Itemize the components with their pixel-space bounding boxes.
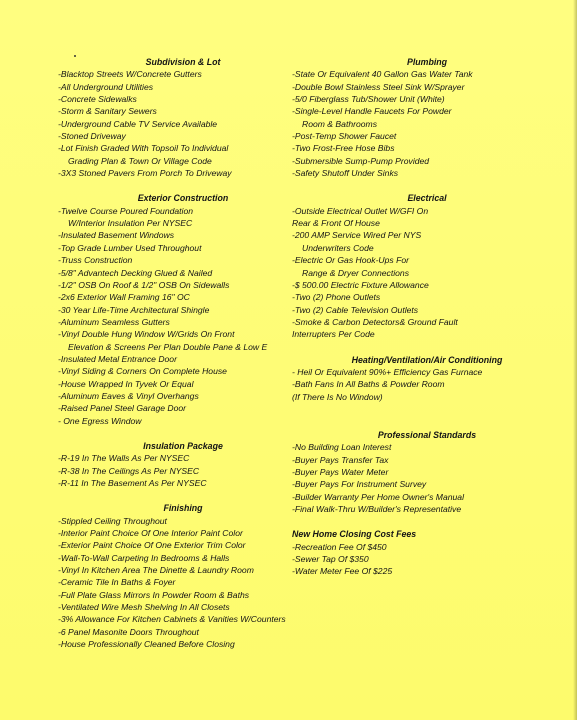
scan-edge-shadow [573,0,577,720]
list-item: -Exterior Paint Choice Of One Exterior Trim Color [58,540,246,551]
list-item: -Stoned Driveway [58,131,126,142]
list-item: -Top Grade Lumber Used Throughout [58,242,202,253]
list-item: -Truss Construction [58,255,133,266]
list-item-continuation: Range & Dryer Connections [302,267,409,278]
list-item: -3X3 Stoned Pavers From Porch To Driveway [58,168,232,179]
list-item: -Concrete Sidewalks [58,94,137,105]
list-item: -Safety Shutoff Under Sinks [292,168,399,179]
list-item: -R-19 In The Walls As Per NYSEC [58,453,190,464]
section-insulation [58,440,308,489]
list-item: -Vinyl Siding & Corners On Complete House [58,366,227,377]
list-item: -Two (2) Cable Television Outlets [292,304,419,315]
list-item: -Wall-To-Wall Carpeting In Bedrooms & Halls [58,552,230,563]
list-item: -Electric Or Gas Hook-Ups For [292,255,409,266]
list-item: -Outside Electrical Outlet W/GFI On [292,205,429,216]
list-item: -R-38 In The Ceilings As Per NYSEC [58,465,200,476]
list-item: -Buyer Pays For Instrument Survey [292,479,427,490]
list-item: -No Building Loan Interest [292,442,392,453]
right-column [292,56,562,578]
list-item: -Underground Cable TV Service Available [58,118,218,129]
list-item-continuation: (If There Is No Window) [292,391,383,402]
list-item: -Two Frost-Free Hose Bibs [292,143,395,154]
list-item: -30 Year Life-Time Architectural Shingle [58,304,210,315]
list-item-continuation: Underwriters Code [302,242,374,253]
list-item: -R-11 In The Basement As Per NYSEC [58,478,207,488]
list-item-continuation: Elevation & Screens Per Plan Double Pane & Low E [68,341,268,352]
list-item: -Submersible Sump-Pump Provided [292,155,430,166]
list-item: -Ventilated Wire Mesh Shelving In All Closets [58,602,230,613]
list-item: - One Egress Window [58,415,142,426]
list-item: -Ceramic Tile In Baths & Foyer [58,577,176,588]
list-item: -Builder Warranty Per Home Owner's Manual [292,491,464,502]
list-item: -Raised Panel Steel Garage Door [58,403,187,414]
list-item: -Full Plate Glass Mirrors In Powder Room & Baths [58,589,250,600]
list-item: -State Or Equivalent 40 Gallon Gas Water Tank [292,69,473,80]
section-title-subdivision: Subdivision & Lot [145,57,221,67]
section-hvac [292,354,562,403]
list-item: -Sewer Tap Of $350 [292,554,369,565]
list-item: -Buyer Pays Water Meter [292,466,389,477]
list-item: -House Professionally Cleaned Before Closing [58,639,235,650]
list-item: -Buyer Pays Transfer Tax [292,454,389,465]
list-item: -5/0 Fiberglass Tub/Shower Unit (White) [292,94,445,105]
list-item: -Bath Fans In All Baths & Powder Room [292,379,445,390]
list-item: -Final Walk-Thru W/Builder's Representative [292,504,462,514]
left-column [58,56,308,650]
section-plumbing [292,56,562,179]
section-electrical [292,192,562,340]
list-item: -Double Bowl Stainless Steel Sink W/Sprayer [292,81,465,92]
list-item: -Lot Finish Graded With Topsoil To Individual [58,143,229,154]
list-item: -6 Panel Masonite Doors Throughout [58,626,199,637]
list-item: -House Wrapped In Tyvek Or Equal [58,378,194,389]
list-item-continuation: Room & Bathrooms [302,118,377,129]
list-item: -Insulated Basement Windows [58,230,174,241]
list-item: -200 AMP Service Wired Per NYS [292,230,422,241]
section-professional [292,429,562,515]
list-item: -Single-Level Handle Faucets For Powder [292,106,452,117]
list-item-continuation: Interrupters Per Code [292,329,375,340]
section-title-hvac: Heating/Ventilation/Air Conditioning [351,354,503,365]
section-title-plumbing: Plumbing [406,57,448,67]
list-item: -1/2" OSB On Roof & 1/2" OSB On Sidewalls [58,279,230,290]
list-item: -Aluminum Seamless Gutters [58,316,170,327]
section-closing [292,528,562,577]
list-item: -Water Meter Fee Of $225 [292,566,393,577]
list-item-continuation: Rear & Front Of House [292,218,380,229]
section-title-exterior: Exterior Construction [137,193,229,204]
list-item: -Insulated Metal Entrance Door [58,353,177,364]
list-item: -Two (2) Phone Outlets [292,292,381,303]
section-title-closing: New Home Closing Cost Fees [292,529,417,540]
section-finishing [58,502,308,650]
section-exterior [58,192,308,427]
list-item: -All Underground Utilities [58,81,154,92]
list-item-continuation: W/Interior Insulation Per NYSEC [68,218,193,229]
section-title-insulation: Insulation Package [143,440,223,451]
section-title-professional: Professional Standards [377,429,477,440]
list-item: -5/8" Advantech Decking Glued & Nailed [58,267,213,278]
list-item: - Heil Or Equivalent 90%+ Efficiency Gas Furnace [292,366,483,377]
list-item: -Aluminum Eaves & Vinyl Overhangs [58,390,199,401]
list-item: -Stippled Ceiling Throughout [58,515,167,526]
section-title-electrical: Electrical [407,193,447,204]
list-item-continuation: Grading Plan & Town Or Village Code [68,155,212,166]
list-item: -Twelve Course Poured Foundation [58,205,194,216]
list-item: -Vinyl In Kitchen Area The Dinette & Laundry Room [58,565,254,576]
list-item: -Recreation Fee Of $450 [292,541,387,552]
section-subdivision [58,56,308,179]
section-title-finishing: Finishing [163,503,203,514]
list-item: -Vinyl Double Hung Window W/Grids On Front [58,329,235,340]
list-item: -2x6 Exterior Wall Framing 16" OC [58,292,190,303]
list-item: -Storm & Sanitary Sewers [58,106,157,117]
list-item: -$ 500.00 Electric Fixture Allowance [292,279,429,290]
list-item: -Smoke & Carbon Detectors& Ground Fault [292,316,458,327]
list-item: -Interior Paint Choice Of One Interior Paint Color [58,528,243,539]
list-item: -Blacktop Streets W/Concrete Gutters [58,69,202,80]
list-item: -3% Allowance For Kitchen Cabinets & Vanities W/Counters [58,614,286,625]
list-item: -Post-Temp Shower Faucet [292,131,397,142]
